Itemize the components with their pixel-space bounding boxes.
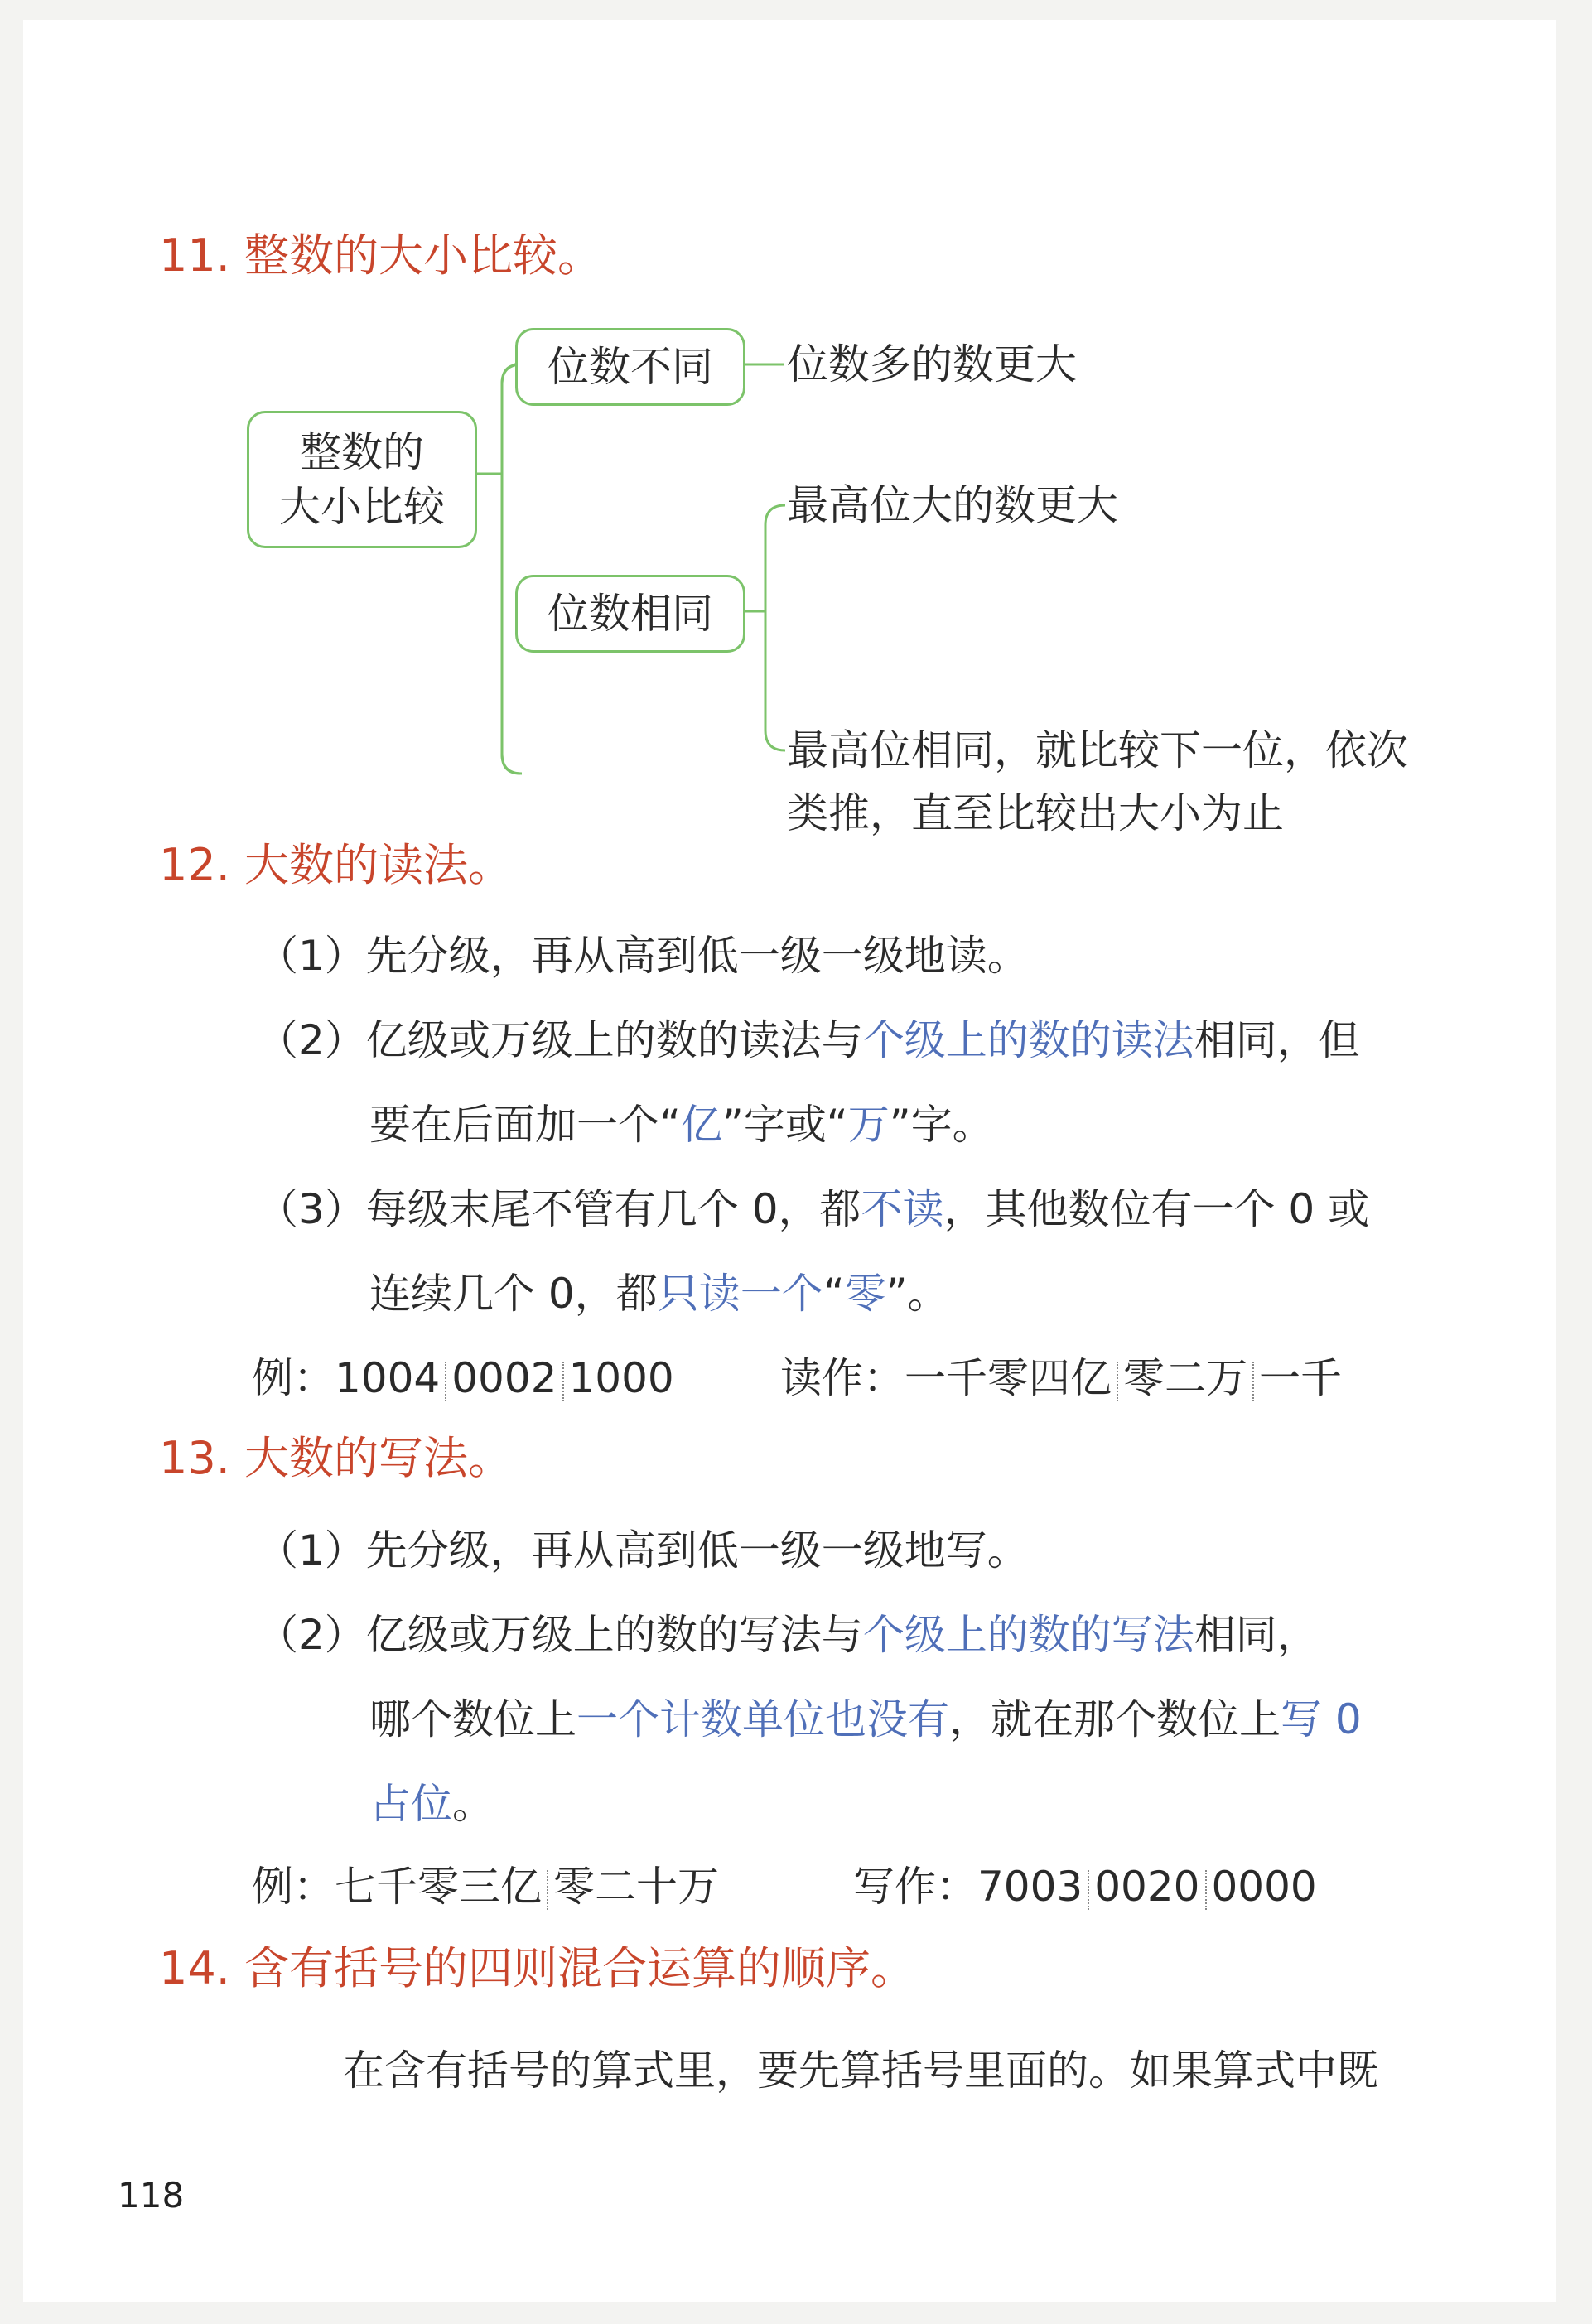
s13-example-writing xyxy=(853,1860,1317,1913)
s12-item2-a: （2）亿级或万级上的数的读法与 xyxy=(257,1016,863,1064)
s12-item2 xyxy=(257,1014,1360,1067)
s13-l2-hl: 一个计数单位也没有 xyxy=(576,1695,949,1743)
s12-read-label: 读作： xyxy=(780,1354,905,1402)
s13-write-label: 写作： xyxy=(853,1863,977,1911)
s14-line1: 在含有括号的算式里，要先算括号里面的。如果算式中既 xyxy=(343,2047,1378,2095)
s12-item3-highlight: 不读 xyxy=(861,1185,944,1233)
s13-num2: 0020 xyxy=(1094,1863,1200,1911)
separator xyxy=(1252,1362,1254,1401)
s12-item2-l2-b: ”字或“ xyxy=(721,1101,848,1149)
mindmap-root-line1: 整数的 xyxy=(300,428,424,476)
s13-item2-line2 xyxy=(369,1693,1362,1746)
s13-item2-b: 相同， xyxy=(1194,1611,1319,1659)
s13-item1: （1）先分级，再从高到低一级一级地写。 xyxy=(257,1526,1029,1574)
section-11-heading: 11. 整数的大小比较。 xyxy=(159,229,603,282)
s12-item2-l2-c: ”字。 xyxy=(889,1101,994,1149)
s13-word1: 七千零三亿 xyxy=(335,1863,542,1911)
s12-example-num2: 0002 xyxy=(451,1354,557,1402)
s13-example xyxy=(252,1860,719,1913)
s12-item2-l2-a: 要在后面加一个“ xyxy=(369,1101,681,1149)
s12-item3-l2-hl2: 零 xyxy=(844,1270,886,1318)
s12-item2-l2-hl2: 万 xyxy=(847,1101,890,1149)
page-number: 118 xyxy=(118,2175,185,2216)
s13-word2: 零二十万 xyxy=(553,1863,719,1911)
s12-read1: 一千零四亿 xyxy=(905,1354,1112,1402)
mindmap-same-result-2b: 类推，直至比较出大小为止 xyxy=(787,789,1284,837)
separator xyxy=(445,1362,446,1401)
s12-item3-line2 xyxy=(369,1267,949,1320)
section-14-heading: 14. 含有括号的四则混合运算的顺序。 xyxy=(159,1942,916,1994)
s12-item3-l2-hl1: 只读一个 xyxy=(657,1270,823,1318)
mindmap-root-line2: 大小比较 xyxy=(279,483,445,531)
separator xyxy=(547,1870,548,1910)
separator xyxy=(562,1362,564,1401)
section-12-heading: 12. 大数的读法。 xyxy=(159,839,514,891)
s12-read2: 零二万 xyxy=(1123,1354,1247,1402)
s13-num1: 7003 xyxy=(977,1863,1083,1911)
s13-l3-b: 。 xyxy=(452,1780,494,1828)
s13-item2-a: （2）亿级或万级上的数的写法与 xyxy=(257,1611,863,1659)
mindmap-diff-result: 位数多的数更大 xyxy=(787,340,1077,388)
mindmap-same-result-1: 最高位大的数更大 xyxy=(787,481,1118,529)
page xyxy=(23,20,1556,2302)
s12-item3 xyxy=(257,1183,1369,1236)
s12-example-label: 例： xyxy=(252,1354,335,1402)
s12-item3-l2-a: 连续几个 0，都 xyxy=(369,1270,658,1318)
mindmap-branch-diff-label: 位数不同 xyxy=(548,343,713,391)
s12-example xyxy=(252,1352,674,1405)
s12-item1: （1）先分级，再从高到低一级一级地读。 xyxy=(257,932,1029,980)
s12-item2-b: 相同，但 xyxy=(1194,1016,1360,1064)
separator xyxy=(1205,1870,1207,1910)
mindmap-branch-same xyxy=(515,575,745,653)
separator xyxy=(1088,1870,1089,1910)
s12-item3-l2-c: ”。 xyxy=(885,1270,949,1318)
s12-item3-a: （3）每级末尾不管有几个 0，都 xyxy=(257,1185,861,1233)
s12-read3: 一千 xyxy=(1259,1354,1342,1402)
mindmap-branch-diff xyxy=(515,328,745,406)
s13-item2-highlight: 个级上的数的写法 xyxy=(862,1611,1194,1659)
s13-item2-line3 xyxy=(369,1777,494,1830)
mindmap-same-result-2a: 最高位相同，就比较下一位，依次 xyxy=(787,726,1408,774)
s13-l2-hl2: 写 0 xyxy=(1281,1695,1362,1743)
mindmap-root xyxy=(247,411,477,548)
s13-example-label: 例： xyxy=(252,1863,335,1911)
s13-l3-hl: 占位 xyxy=(369,1780,452,1828)
s12-item3-l2-b: “ xyxy=(823,1270,845,1318)
s12-example-reading xyxy=(780,1352,1342,1405)
section-13-heading: 13. 大数的写法。 xyxy=(159,1432,514,1484)
mindmap-branch-same-label: 位数相同 xyxy=(548,590,713,638)
s13-l2-b: ，就在那个数位上 xyxy=(949,1695,1281,1743)
s12-item2-line2 xyxy=(369,1098,994,1151)
s12-item3-b: ，其他数位有一个 0 或 xyxy=(943,1185,1370,1233)
s12-item2-highlight: 个级上的数的读法 xyxy=(862,1016,1194,1064)
s12-item2-l2-hl1: 亿 xyxy=(680,1101,722,1149)
s12-example-num1: 1004 xyxy=(335,1354,441,1402)
separator xyxy=(1117,1362,1118,1401)
s13-l2-a: 哪个数位上 xyxy=(369,1695,576,1743)
s13-item2 xyxy=(257,1608,1319,1661)
s13-num3: 0000 xyxy=(1211,1863,1317,1911)
s12-example-num3: 1000 xyxy=(568,1354,674,1402)
